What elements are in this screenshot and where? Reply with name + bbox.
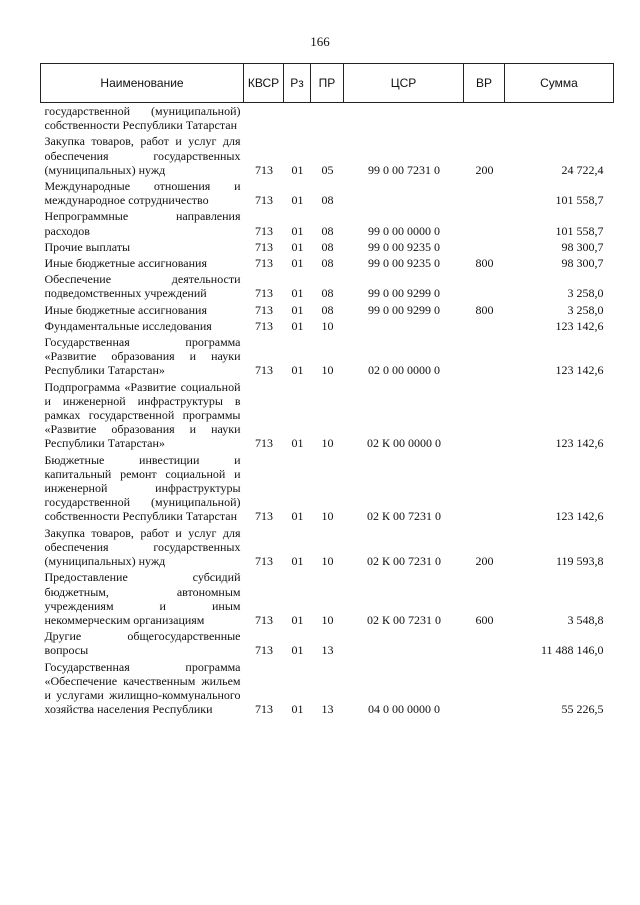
row-sum: 98 300,7 [561,239,604,254]
row-rz: 01 [291,702,304,717]
row-pr: 08 [321,223,334,238]
row-pr: 08 [321,239,334,254]
row-sum: 98 300,7 [561,256,604,271]
row-csr: 99 0 00 7231 0 [368,162,440,177]
row-pr: 08 [321,256,334,271]
row-name: Предоставление субсидий бюджетным, автономным учреждениям и иным некоммерческим организациям [44,570,241,627]
row-name: Непрограммные направления расходов [44,209,241,238]
header-pr: ПР [311,64,344,103]
row-csr: 02 К 00 7231 0 [366,612,441,627]
row-name: Государственная программа «Развитие образования и науки Республики Татарстан» [44,335,241,378]
row-csr: 99 0 00 9299 0 [368,302,440,317]
table-row [41,628,614,658]
row-sum: 55 226,5 [561,702,604,717]
row-sum [505,103,614,134]
table-row [41,133,614,178]
row-csr: 99 0 00 9299 0 [368,286,440,301]
row-pr: 10 [321,318,334,333]
row-vr [464,659,505,718]
row-name: Фундаментальные исследования [44,318,212,333]
row-vr [464,208,505,238]
row-rz: 01 [291,286,304,301]
row-vr [464,103,505,134]
table-row [41,271,614,301]
row-csr: 99 0 00 9235 0 [368,256,440,271]
row-kvsr: 713 [255,193,273,208]
row-sum: 3 548,8 [567,612,604,627]
row-kvsr: 713 [255,162,273,177]
table-body [41,103,614,718]
row-name: Подпрограмма «Развитие социальной и инженерной инфраструктуры в рамках государственной программы «Развитие образования и науки Республики Татарстан» [44,379,241,451]
row-csr [344,628,464,658]
row-csr: 02 К 00 7231 0 [366,554,441,569]
table-row [41,255,614,271]
row-csr [344,178,464,208]
row-kvsr: 713 [255,509,273,524]
row-kvsr: 713 [255,302,273,317]
row-rz: 01 [291,256,304,271]
table-row [41,178,614,208]
header-sum: Сумма [505,64,614,103]
row-name: Международные отношения и международное сотрудничество [44,179,241,208]
row-name: Государственная программа «Обеспечение качественным жильем и услугами жилищно-коммунального хозяйства населения Республики [44,659,241,717]
row-vr [464,318,505,334]
row-pr [311,103,344,134]
row-vr [464,379,505,452]
row-sum: 123 142,6 [555,318,604,333]
row-pr: 08 [321,193,334,208]
row-vr: 800 [475,302,494,317]
row-vr [464,452,505,525]
row-pr: 13 [321,643,334,658]
page-number: 166 [310,34,330,49]
row-sum: 119 593,8 [555,554,604,569]
row-rz: 01 [291,318,304,333]
row-csr: 02 К 00 0000 0 [366,436,441,451]
row-name: Прочие выплаты [44,239,131,254]
row-sum: 101 558,7 [555,193,604,208]
row-name: Иные бюджетные ассигнования [44,256,207,271]
row-pr: 08 [321,302,334,317]
header-name: Наименование [41,64,244,103]
header-rz: Рз [284,64,311,103]
row-rz: 01 [291,509,304,524]
row-sum: 3 258,0 [567,302,604,317]
row-sum: 11 488 146,0 [540,643,604,658]
row-sum: 3 258,0 [567,286,604,301]
row-vr [464,271,505,301]
header-csr: ЦСР [344,64,464,103]
row-kvsr: 713 [255,256,273,271]
row-vr [464,239,505,255]
row-pr: 05 [321,162,334,177]
row-csr: 02 К 00 7231 0 [366,509,441,524]
row-pr: 10 [321,436,334,451]
table-header [41,64,614,103]
row-kvsr: 713 [255,554,273,569]
row-name: государственной (муниципальной) собственности Республики Татарстан [44,104,241,133]
row-rz: 01 [291,643,304,658]
budget-table [40,63,614,717]
row-kvsr: 713 [255,318,273,333]
row-csr: 99 0 00 0000 0 [368,223,440,238]
row-kvsr: 713 [255,239,273,254]
row-rz: 01 [291,363,304,378]
row-kvsr: 713 [255,702,273,717]
row-vr [464,334,505,379]
table-row [41,452,614,525]
row-name: Закупка товаров, работ и услуг для обеспечения государственных (муниципальных) нужд [44,525,241,569]
row-csr [344,103,464,134]
row-kvsr: 713 [255,612,273,627]
row-pr: 10 [321,509,334,524]
row-vr: 200 [475,554,494,569]
row-vr [464,628,505,658]
table-row [41,239,614,255]
row-kvsr [244,103,284,134]
table-row [41,318,614,334]
row-rz: 01 [291,436,304,451]
row-csr: 02 0 00 0000 0 [368,363,440,378]
row-pr: 10 [321,363,334,378]
row-pr: 08 [321,286,334,301]
row-rz [284,103,311,134]
table-row [41,302,614,318]
row-kvsr: 713 [255,223,273,238]
table-row [41,525,614,570]
row-csr [344,318,464,334]
row-kvsr: 713 [255,643,273,658]
table-row [41,379,614,452]
row-kvsr: 713 [255,436,273,451]
row-kvsr: 713 [255,286,273,301]
row-rz: 01 [291,193,304,208]
row-kvsr: 713 [255,363,273,378]
row-vr [464,178,505,208]
row-name: Другие общегосударственные вопросы [44,629,241,658]
row-vr: 800 [475,256,494,271]
row-rz: 01 [291,223,304,238]
table-row [41,334,614,379]
row-sum: 101 558,7 [555,223,604,238]
row-rz: 01 [291,612,304,627]
row-name: Закупка товаров, работ и услуг для обеспечения государственных (муниципальных) нужд [44,134,241,177]
row-csr: 04 0 00 0000 0 [368,702,440,717]
row-sum: 24 722,4 [561,162,604,177]
table-row [41,103,614,134]
row-rz: 01 [291,302,304,317]
row-sum: 123 142,6 [555,509,604,524]
row-sum: 123 142,6 [555,436,604,451]
row-rz: 01 [291,162,304,177]
row-name: Обеспечение деятельности подведомственных учреждений [44,272,241,301]
row-pr: 10 [321,554,334,569]
row-pr: 13 [321,702,334,717]
row-vr: 200 [475,162,494,177]
row-name: Бюджетные инвестиции и капитальный ремонт социальной и инженерной инфраструктуры государственной (муниципальной) собственности Республики Татарстан [44,452,241,524]
table-row [41,569,614,628]
row-sum: 123 142,6 [555,363,604,378]
header-kvsr: КВСР [244,64,284,103]
row-pr: 10 [321,612,334,627]
row-name: Иные бюджетные ассигнования [44,302,207,317]
row-vr: 600 [475,612,494,627]
table-row [41,659,614,718]
row-csr: 99 0 00 9235 0 [368,239,440,254]
header-vr: ВР [464,64,505,103]
table-row [41,208,614,238]
row-rz: 01 [291,239,304,254]
row-rz: 01 [291,554,304,569]
